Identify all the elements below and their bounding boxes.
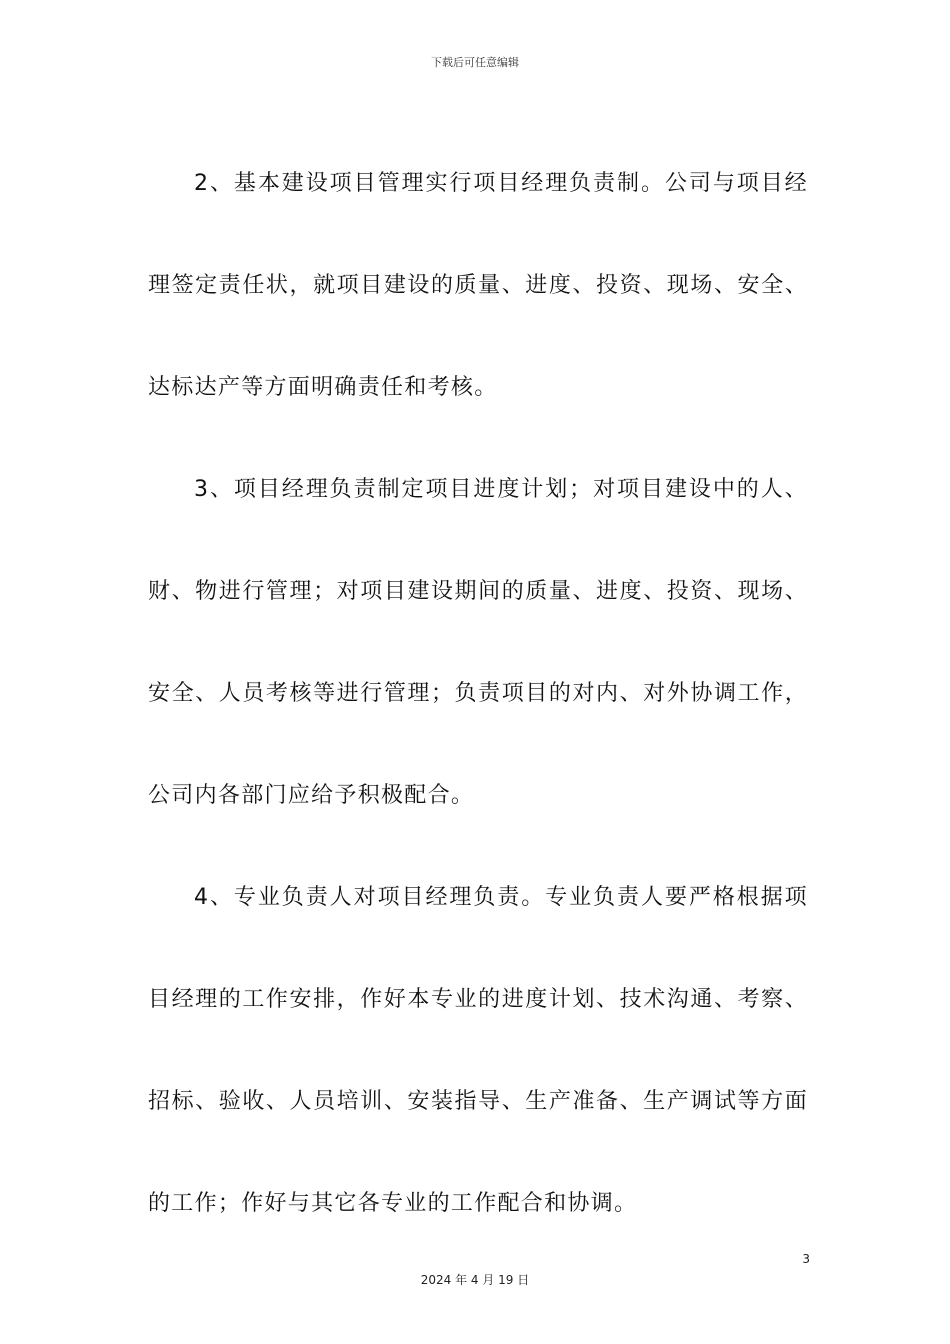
page-number: 3	[802, 1252, 810, 1266]
footer-date: 2024 年 4 月 19 日	[420, 1273, 530, 1287]
document-body	[148, 133, 808, 1255]
page-header: 下载后可任意编辑	[431, 56, 519, 69]
paragraph-item-3: 3、项目经理负责制定项目进度计划；对项目建设中的人、财、物进行管理；对项目建设期间的质量、进度、投资、现场、安全、人员考核等进行管理；负责项目的对内、对外协调工作，公司内各部门应给予积极配合。	[148, 477, 808, 808]
paragraph-item-4: 4、专业负责人对项目经理负责。专业负责人要严格根据项目经理的工作安排，作好本专业的进度计划、技术沟通、考察、招标、验收、人员培训、安装指导、生产准备、生产调试等方面的工作；作好与其它各专业的工作配合和协调。	[148, 885, 808, 1216]
paragraph-item-2: 2、基本建设项目管理实行项目经理负责制。公司与项目经理签定责任状，就项目建设的质量、进度、投资、现场、安全、达标达产等方面明确责任和考核。	[148, 171, 808, 400]
